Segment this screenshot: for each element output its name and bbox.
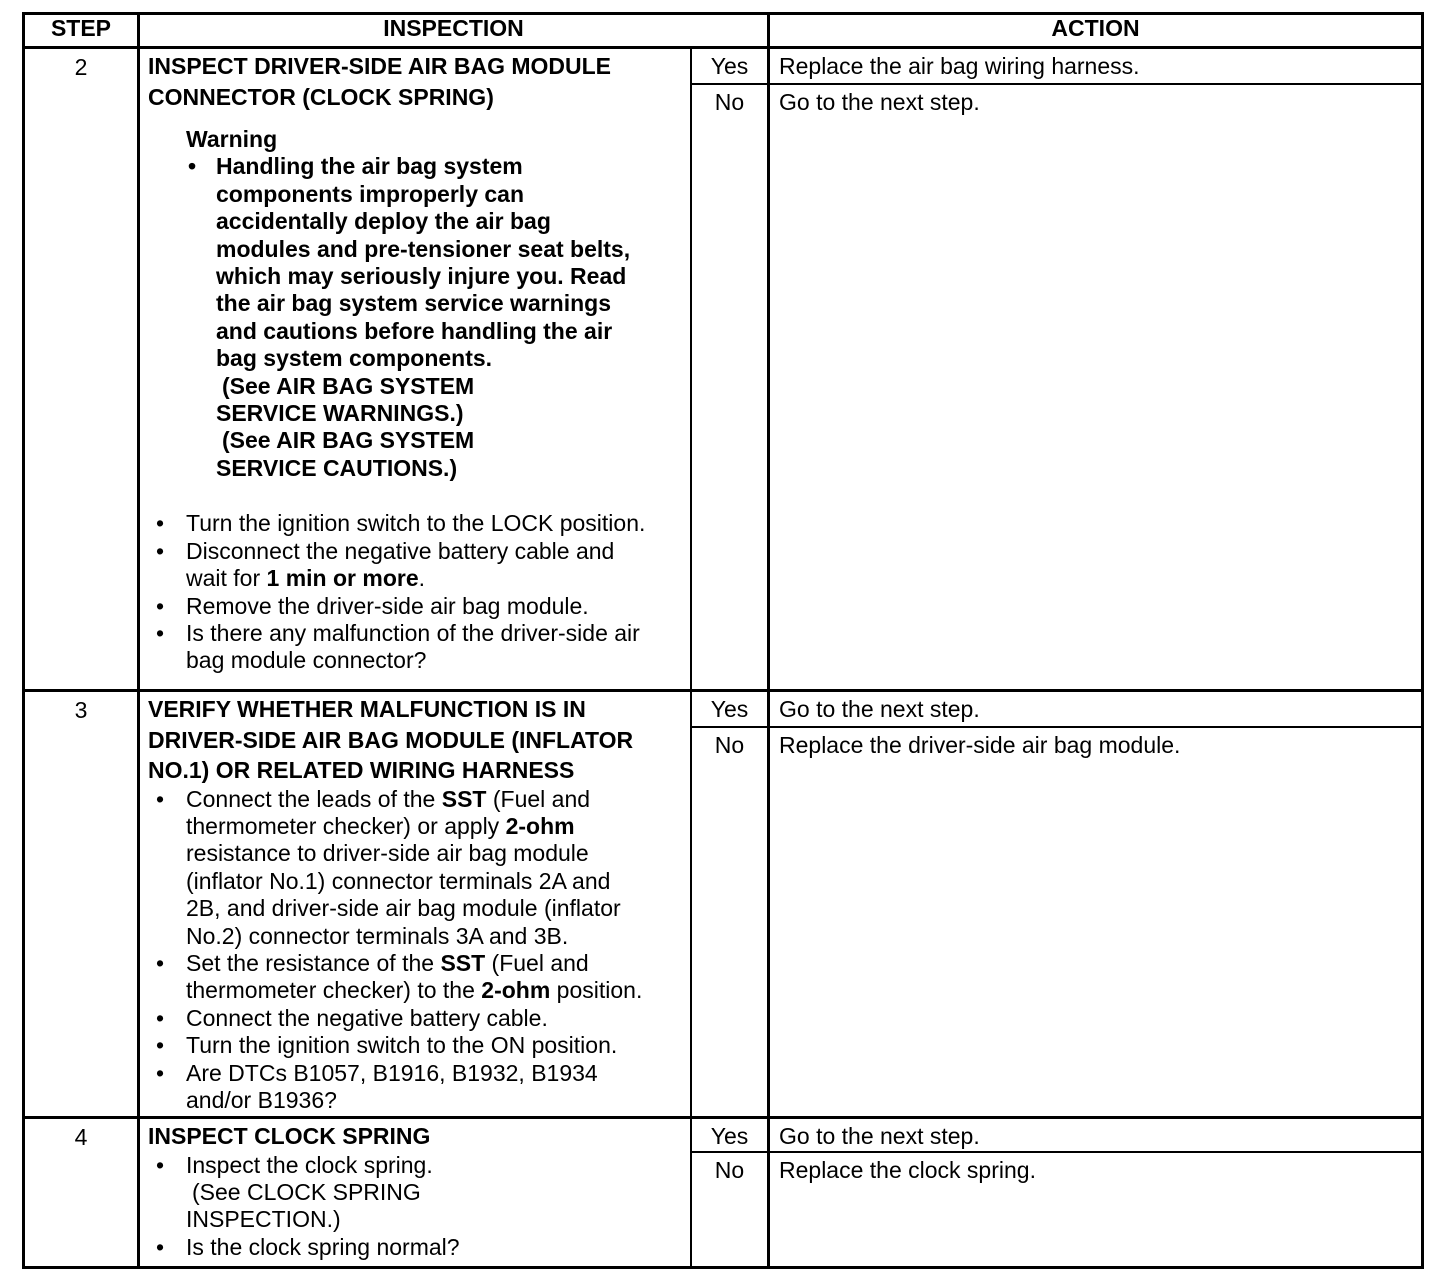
header-step: STEP	[50, 15, 112, 41]
no-action: Go to the next step.	[779, 89, 980, 115]
header-action: ACTION	[1051, 15, 1140, 41]
yes-label: Yes	[710, 696, 749, 722]
yes-action: Go to the next step.	[779, 696, 980, 722]
no-action: Replace the driver-side air bag module.	[779, 732, 1181, 758]
bullet-item: • Are DTCs B1057, B1916, B1932, B1934 and/or B1936?	[148, 1060, 690, 1115]
step-number: 4	[74, 1124, 88, 1150]
step-number: 3	[74, 697, 88, 723]
border-outer-right	[1421, 12, 1424, 1269]
bullet-item: • Is there any malfunction of the driver-side air bag module connector?	[148, 620, 690, 675]
no-label: No	[714, 89, 745, 115]
inspection-title: VERIFY WHETHER MALFUNCTION IS IN DRIVER-SIDE AIR BAG MODULE (INFLATOR NO.1) OR RELATED WIRING HARNESS	[148, 696, 634, 783]
yes-action: Go to the next step.	[779, 1123, 980, 1149]
bullet-item: • Turn the ignition switch to the ON position.	[148, 1032, 690, 1059]
bullet-item: • Connect the negative battery cable.	[148, 1005, 690, 1032]
divider-action-column	[767, 12, 770, 1269]
bullet-item: • Set the resistance of the SST (Fuel and thermometer checker) to the 2-ohm position.	[148, 950, 690, 1005]
inspection-title: INSPECT CLOCK SPRING	[148, 1123, 431, 1149]
yes-label: Yes	[710, 1123, 749, 1149]
yes-action: Replace the air bag wiring harness.	[779, 53, 1140, 79]
bullet-item: • Inspect the clock spring. (See CLOCK SPRING INSPECTION.)	[148, 1152, 690, 1234]
bullet-item: • Disconnect the negative battery cable and wait for 1 min or more.	[148, 538, 690, 593]
no-label: No	[714, 1157, 745, 1183]
border-outer-bottom	[22, 1266, 1424, 1269]
no-label: No	[714, 732, 745, 758]
troubleshooting-table	[22, 12, 1424, 1269]
bullet-item: • Remove the driver-side air bag module.	[148, 593, 690, 620]
inspection-title: INSPECT DRIVER-SIDE AIR BAG MODULE CONNECTOR (CLOCK SPRING)	[148, 53, 612, 110]
divider-yesno-column	[690, 48, 692, 1269]
inspection-cell-step-3	[140, 692, 690, 1114]
warning-bullet: • Handling the air bag system components improperly can accidentally deploy the air bag modules and pre-tensioner seat belts, which may seriously injure you. Read the air bag system service warnings and cautions before handling the air bag system components. (See AIR BAG SYSTEM SERVICE WARNINGS.) (See AIR BAG SYSTEM SERVICE CAUTIONS.)	[186, 153, 690, 482]
inspection-cell-step-4	[140, 1119, 690, 1261]
header-inspection: INSPECTION	[383, 15, 524, 41]
bullet-item: • Turn the ignition switch to the LOCK position.	[148, 510, 690, 537]
no-action: Replace the clock spring.	[779, 1157, 1036, 1183]
warning-label: Warning	[186, 126, 278, 152]
step-number: 2	[74, 54, 88, 80]
warning-block	[186, 126, 690, 482]
yes-label: Yes	[710, 53, 749, 79]
border-outer-left	[22, 12, 25, 1269]
inspection-cell-step-2	[140, 49, 690, 675]
bullet-item: • Is the clock spring normal?	[148, 1234, 690, 1261]
bullet-item: • Connect the leads of the SST (Fuel and thermometer checker) or apply 2-ohm resistance to driver-side air bag module (inflator No.1) connector terminals 2A and 2B, and driver-side air bag module (inflator No.2) connector terminals 3A and 3B.	[148, 786, 690, 950]
